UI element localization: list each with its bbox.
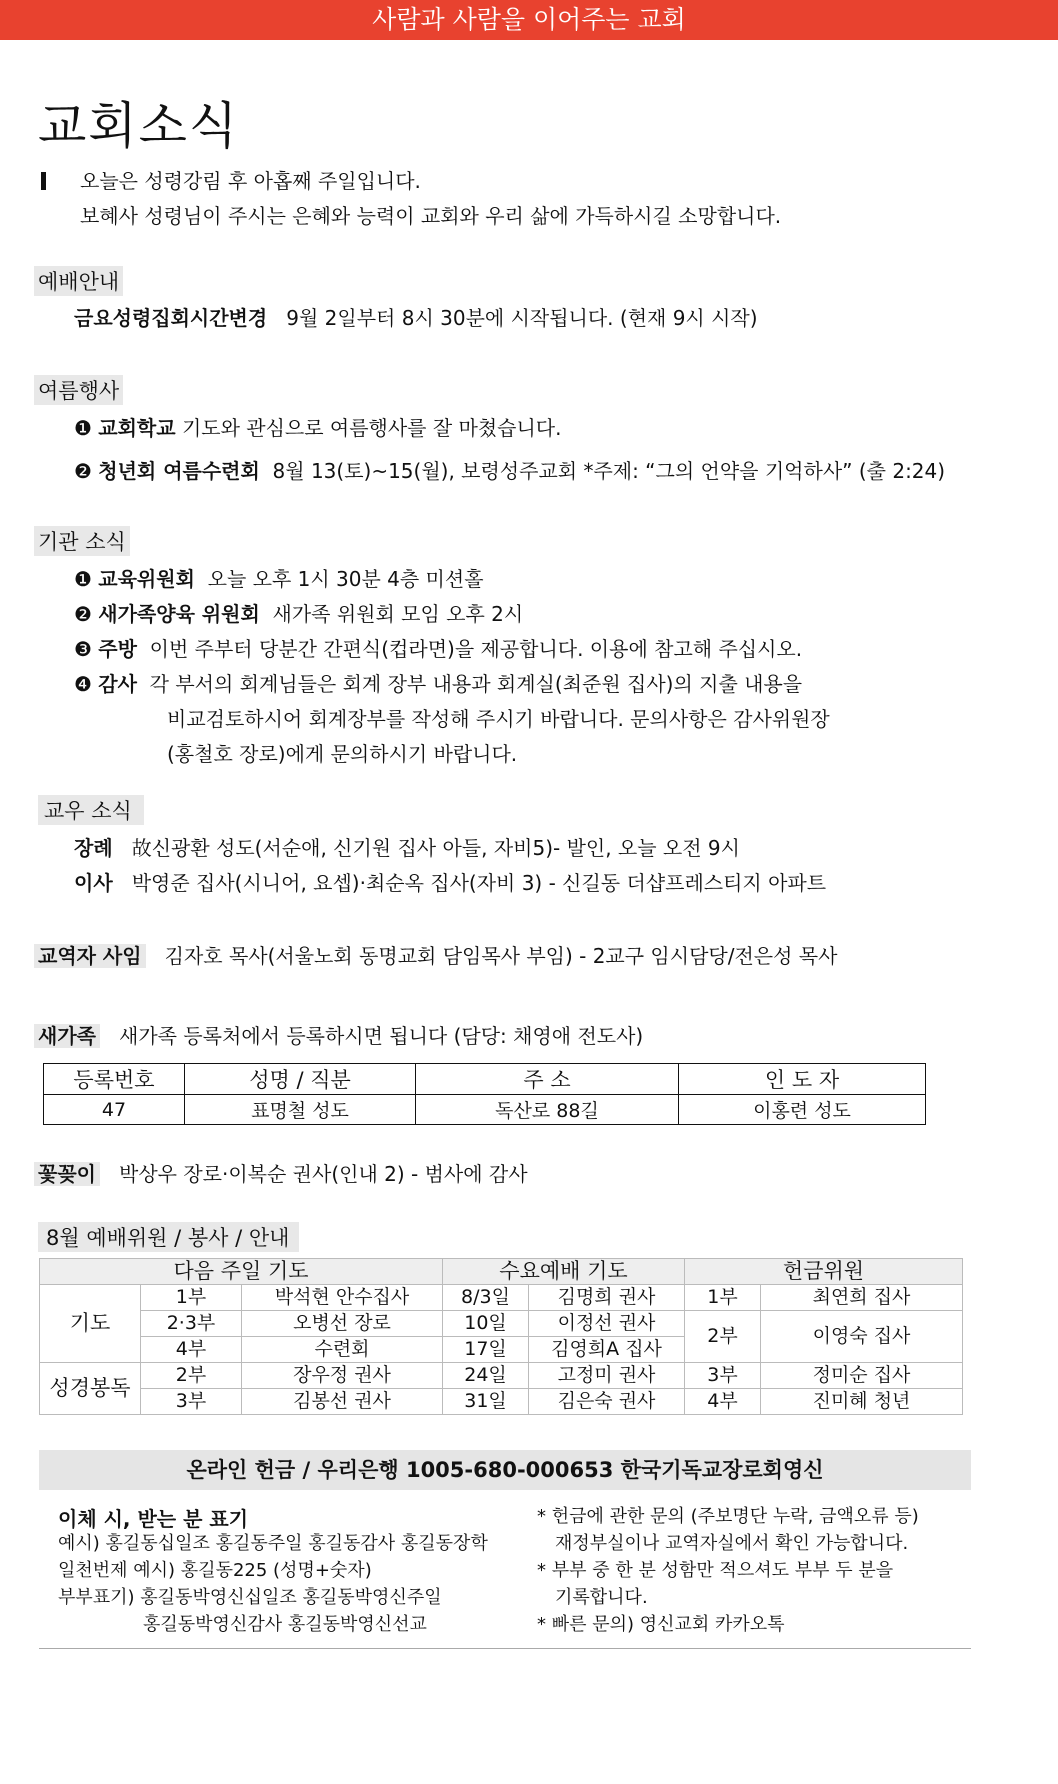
table-cell: 박석현 안수집사 bbox=[242, 1285, 443, 1311]
summer-item-text: 8월 13(토)~15(월), 보령성주교회 *주제: “그의 언약을 기억하사” (출 2:24) bbox=[272, 459, 946, 483]
table-cell: 47 bbox=[44, 1095, 185, 1125]
table-cell: 김영희A 집사 bbox=[529, 1337, 685, 1363]
column-header: 등록번호 bbox=[44, 1064, 185, 1095]
minister-notice bbox=[34, 940, 837, 969]
org-item-4 bbox=[74, 668, 802, 697]
summer-item-2 bbox=[74, 455, 945, 484]
table-cell: 이영숙 집사 bbox=[761, 1311, 963, 1363]
org-item-3 bbox=[74, 633, 802, 662]
newfamily-table bbox=[43, 1063, 926, 1125]
audit-line-3: (홍철호 장로)에게 문의하시기 바랍니다. bbox=[167, 742, 518, 766]
category-cell: 성경봉독 bbox=[40, 1363, 141, 1415]
transfer-example-1: 예시) 홍길동십일조 홍길동주일 홍길동감사 홍길동장학 bbox=[58, 1533, 488, 1554]
offering-note-1: * 헌금에 관한 문의 (주보명단 누락, 금액오류 등) bbox=[537, 1506, 919, 1527]
table-cell: 31일 bbox=[443, 1389, 529, 1415]
table-cell: 4부 bbox=[685, 1389, 761, 1415]
table-row bbox=[40, 1363, 963, 1389]
august-heading: 8월 예배위원 / 봉사 / 안내 bbox=[38, 1222, 299, 1252]
flowers-text: 박상우 장로·이복순 권사(인내 2) - 범사에 감사 bbox=[119, 1162, 528, 1186]
newfamily-text: 새가족 등록처에서 등록하시면 됩니다 (담당: 채영애 전도사) bbox=[119, 1024, 644, 1048]
table-cell: 8/3일 bbox=[443, 1285, 529, 1311]
number-badge: ❶ bbox=[74, 567, 92, 591]
column-header: 수요예배 기도 bbox=[443, 1259, 685, 1285]
table-cell: 김명희 권사 bbox=[529, 1285, 685, 1311]
move-notice bbox=[74, 867, 826, 896]
funeral-notice bbox=[74, 832, 740, 861]
members-heading: 교우 소식 bbox=[38, 795, 144, 825]
move-label: 이사 bbox=[74, 871, 113, 895]
number-badge: ❹ bbox=[74, 672, 92, 696]
org-item-label: 새가족양육 위원회 bbox=[98, 602, 260, 626]
column-header: 성명 / 직분 bbox=[185, 1064, 416, 1095]
intro-marker bbox=[41, 172, 46, 190]
worship-text: 9월 2일부터 8시 30분에 시작됩니다. (현재 9시 시작) bbox=[286, 306, 758, 330]
table-cell: 2부 bbox=[685, 1311, 761, 1363]
offering-note-2: 재정부실이나 교역자실에서 확인 가능합니다. bbox=[555, 1533, 909, 1554]
column-header: 헌금위원 bbox=[685, 1259, 963, 1285]
bottom-divider bbox=[39, 1648, 971, 1649]
summer-item-1 bbox=[74, 412, 561, 441]
column-header: 주 소 bbox=[416, 1064, 679, 1095]
table-cell: 이정선 권사 bbox=[529, 1311, 685, 1337]
org-item-1 bbox=[74, 563, 484, 592]
online-offering-bar: 온라인 헌금 / 우리은행 1005-680-000653 한국기독교장로회영신 bbox=[39, 1450, 971, 1490]
table-cell: 최연희 집사 bbox=[761, 1285, 963, 1311]
table-cell: 장우정 권사 bbox=[242, 1363, 443, 1389]
table-cell: 독산로 88길 bbox=[416, 1095, 679, 1125]
table-cell: 1부 bbox=[141, 1285, 242, 1311]
table-cell: 3부 bbox=[685, 1363, 761, 1389]
org-item-2 bbox=[74, 598, 523, 627]
table-cell: 17일 bbox=[443, 1337, 529, 1363]
org-item-label: 주방 bbox=[98, 637, 137, 661]
category-cell: 기도 bbox=[40, 1285, 141, 1363]
table-header-row bbox=[44, 1064, 926, 1095]
column-header: 다음 주일 기도 bbox=[40, 1259, 443, 1285]
audit-line-2: 비교검토하시어 회계장부를 작성해 주시기 바랍니다. 문의사항은 감사위원장 bbox=[167, 707, 830, 731]
newfamily-notice bbox=[34, 1020, 643, 1049]
minister-text: 김자호 목사(서울노회 동명교회 담임목사 부임) - 2교구 임시담당/전은성 목사 bbox=[164, 944, 838, 968]
august-duty-table bbox=[39, 1258, 963, 1415]
table-cell: 정미순 집사 bbox=[761, 1363, 963, 1389]
worship-heading: 예배안내 bbox=[34, 266, 123, 296]
funeral-text: 故신광환 성도(서순애, 신기원 집사 아들, 자비5)- 발인, 오늘 오전 9시 bbox=[131, 836, 740, 860]
number-badge: ❸ bbox=[74, 637, 92, 661]
number-badge: ❷ bbox=[74, 602, 92, 626]
org-item-text: 새가족 위원회 모임 오후 2시 bbox=[272, 602, 524, 626]
move-text: 박영준 집사(시니어, 요셉)·최순옥 집사(자비 3) - 신길동 더샵프레스티지 아파트 bbox=[131, 871, 827, 895]
table-cell: 10일 bbox=[443, 1311, 529, 1337]
table-cell: 오병선 장로 bbox=[242, 1311, 443, 1337]
table-cell: 이홍련 성도 bbox=[679, 1095, 926, 1125]
flowers-label: 꽃꽂이 bbox=[34, 1162, 100, 1186]
table-header-row bbox=[40, 1259, 963, 1285]
table-row bbox=[44, 1095, 926, 1125]
table-row bbox=[40, 1311, 963, 1337]
org-item-text: 각 부서의 회계님들은 회계 장부 내용과 회계실(최준원 집사)의 지출 내용을 bbox=[149, 672, 803, 696]
intro-line-1: 오늘은 성령강림 후 아홉째 주일입니다. bbox=[80, 169, 421, 193]
transfer-example-2: 일천번제 예시) 홍길동225 (성명+숫자) bbox=[58, 1560, 372, 1581]
org-item-label: 교육위원회 bbox=[98, 567, 195, 591]
minister-label: 교역자 사임 bbox=[34, 944, 146, 968]
table-cell: 수련회 bbox=[242, 1337, 443, 1363]
org-item-text: 오늘 오후 1시 30분 4층 미션홀 bbox=[207, 567, 484, 591]
intro-line-2: 보혜사 성령님이 주시는 은혜와 능력이 교회와 우리 삶에 가득하시길 소망합니다. bbox=[80, 204, 782, 228]
table-row bbox=[40, 1389, 963, 1415]
table-cell: 3부 bbox=[141, 1389, 242, 1415]
flowers-notice bbox=[34, 1158, 528, 1187]
summer-item-text: 기도와 관심으로 여름행사를 잘 마쳤습니다. bbox=[181, 416, 562, 440]
column-header: 인 도 자 bbox=[679, 1064, 926, 1095]
table-cell: 2부 bbox=[141, 1363, 242, 1389]
table-cell: 고정미 권사 bbox=[529, 1363, 685, 1389]
table-cell: 4부 bbox=[141, 1337, 242, 1363]
summer-item-label: 교회학교 bbox=[98, 416, 176, 440]
funeral-label: 장례 bbox=[74, 836, 113, 860]
table-cell: 진미혜 청년 bbox=[761, 1389, 963, 1415]
newfamily-label: 새가족 bbox=[34, 1024, 100, 1048]
worship-label: 금요성령집회시간변경 bbox=[74, 306, 268, 330]
table-cell: 1부 bbox=[685, 1285, 761, 1311]
table-cell: 김봉선 권사 bbox=[242, 1389, 443, 1415]
org-heading: 기관 소식 bbox=[34, 526, 130, 556]
summer-item-label: 청년회 여름수련회 bbox=[98, 459, 260, 483]
transfer-example-3: 부부표기) 홍길동박영신십일조 홍길동박영신주일 bbox=[58, 1587, 442, 1608]
header-banner: 사람과 사람을 이어주는 교회 bbox=[0, 0, 1058, 40]
table-cell: 표명철 성도 bbox=[185, 1095, 416, 1125]
offering-note-5: * 빠른 문의) 영신교회 카카오톡 bbox=[537, 1614, 785, 1635]
table-cell: 24일 bbox=[443, 1363, 529, 1389]
number-badge: ❷ bbox=[74, 459, 92, 483]
worship-notice bbox=[74, 302, 758, 331]
table-row bbox=[40, 1285, 963, 1311]
offering-note-3: * 부부 중 한 분 성함만 적으셔도 부부 두 분을 bbox=[537, 1560, 894, 1581]
number-badge: ❶ bbox=[74, 416, 92, 440]
page-title: 교회소식 bbox=[38, 97, 240, 155]
offering-note-4: 기록합니다. bbox=[555, 1587, 648, 1608]
transfer-example-4: 홍길동박영신감사 홍길동박영신선교 bbox=[143, 1614, 427, 1635]
org-item-label: 감사 bbox=[98, 672, 137, 696]
org-item-text: 이번 주부터 당분간 간편식(컵라면)을 제공합니다. 이용에 참고해 주십시오. bbox=[149, 637, 803, 661]
table-cell: 김은숙 권사 bbox=[529, 1389, 685, 1415]
table-cell: 2·3부 bbox=[141, 1311, 242, 1337]
transfer-title: 이체 시, 받는 분 표기 bbox=[58, 1507, 249, 1531]
summer-heading: 여름행사 bbox=[34, 375, 123, 405]
